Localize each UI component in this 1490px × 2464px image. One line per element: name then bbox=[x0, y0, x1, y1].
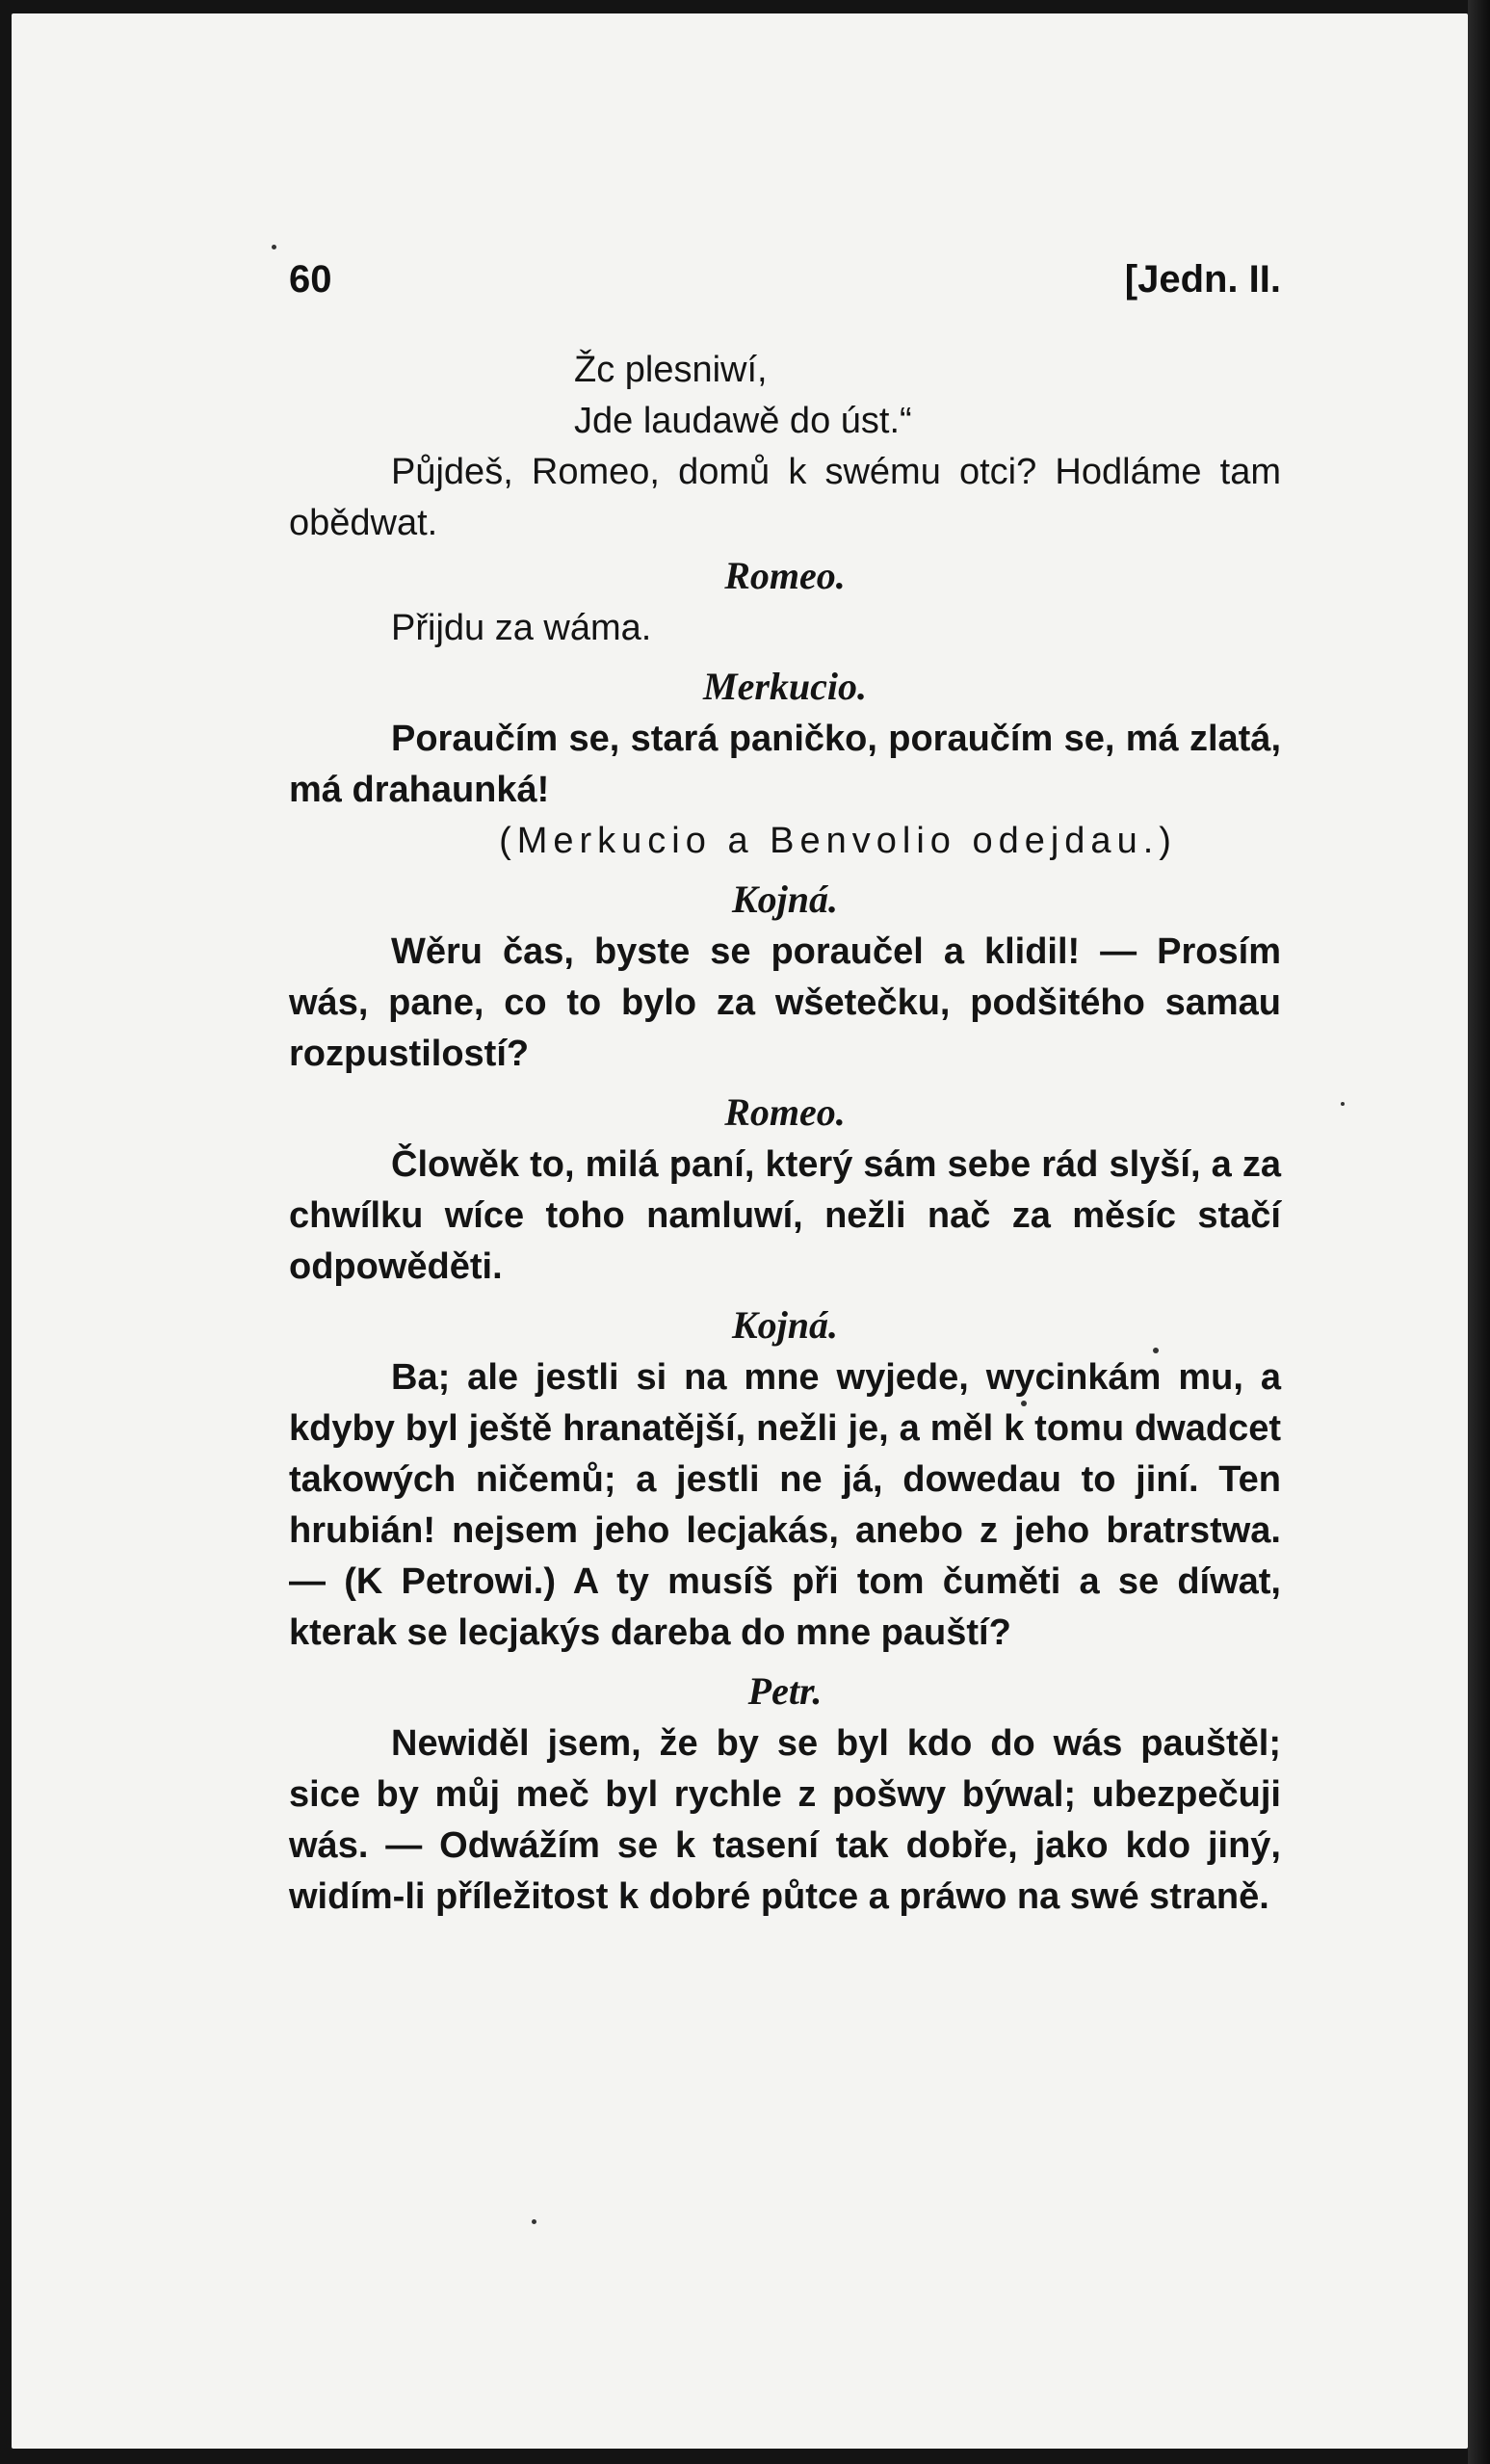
ink-speck bbox=[1341, 1102, 1345, 1106]
paragraph: Půjdeš, Romeo, domů k swému otci? Hodláme tam obědwat. bbox=[289, 452, 1281, 543]
speaker-name: Kojná. bbox=[731, 878, 839, 921]
speaker-name: Kojná. bbox=[731, 1303, 839, 1347]
speaker-name: Petr. bbox=[747, 1669, 823, 1713]
page-number: 60 bbox=[289, 258, 332, 301]
ink-speck bbox=[532, 2219, 536, 2224]
page-edge-shadow bbox=[1468, 0, 1490, 2464]
paragraph: Newiděl jsem, že by se byl kdo do wás pauštěl; sice by můj meč byl rychle z pošwy býwal; ubezpečuji wás. — Odwážím se k tasení tak dobře, jako kdo jiný, widím-li příležitost k dobré půtce a práwo na swé straně. bbox=[289, 1723, 1281, 1917]
page-header bbox=[289, 258, 1281, 312]
verse-block bbox=[289, 345, 1281, 447]
stage-direction: (Merkucio a Benvolio odejdau.) bbox=[499, 821, 1177, 861]
paragraph: Člowěk to, milá paní, který sám sebe rád slyší, a za chwílku wíce toho namluwí, nežli nač za měsíc stačí odpowěděti. bbox=[289, 1144, 1281, 1287]
verse-line: Jde laudawě do úst.“ bbox=[574, 401, 912, 441]
verse-line: Žc plesniwí, bbox=[574, 350, 768, 390]
running-head: [Jedn. II. bbox=[1124, 258, 1281, 301]
speaker-name: Merkucio. bbox=[703, 665, 867, 708]
paragraph: Ba; ale jestli si na mne wyjede, wycinkám mu, a kdyby byl ještě hranatější, nežli je, a měl k tomu dwadcet takowých ničemů; a jestli ne já, dowedau to jiní. Ten hrubián! nejsem jeho lecjakás, anebo z jeho bratrstwa. — (K Petrowi.) A ty musíš při tom čuměti a se díwat, kterak se lecjakýs dareba do mne pauští? bbox=[289, 1357, 1281, 1653]
page-body bbox=[289, 345, 1281, 1923]
paragraph: Přijdu za wáma. bbox=[391, 608, 652, 648]
paragraph: Poraučím se, stará paničko, poraučím se, má zlatá, má drahaunká! bbox=[289, 719, 1281, 810]
paragraph: Wěru čas, byste se poraučel a klidil! — Prosím wás, pane, co to bylo za wšetečku, podšitého samau rozpustilostí? bbox=[289, 931, 1281, 1074]
speaker-name: Romeo. bbox=[724, 1090, 846, 1134]
speaker-name: Romeo. bbox=[724, 554, 846, 597]
ink-speck bbox=[272, 245, 276, 249]
